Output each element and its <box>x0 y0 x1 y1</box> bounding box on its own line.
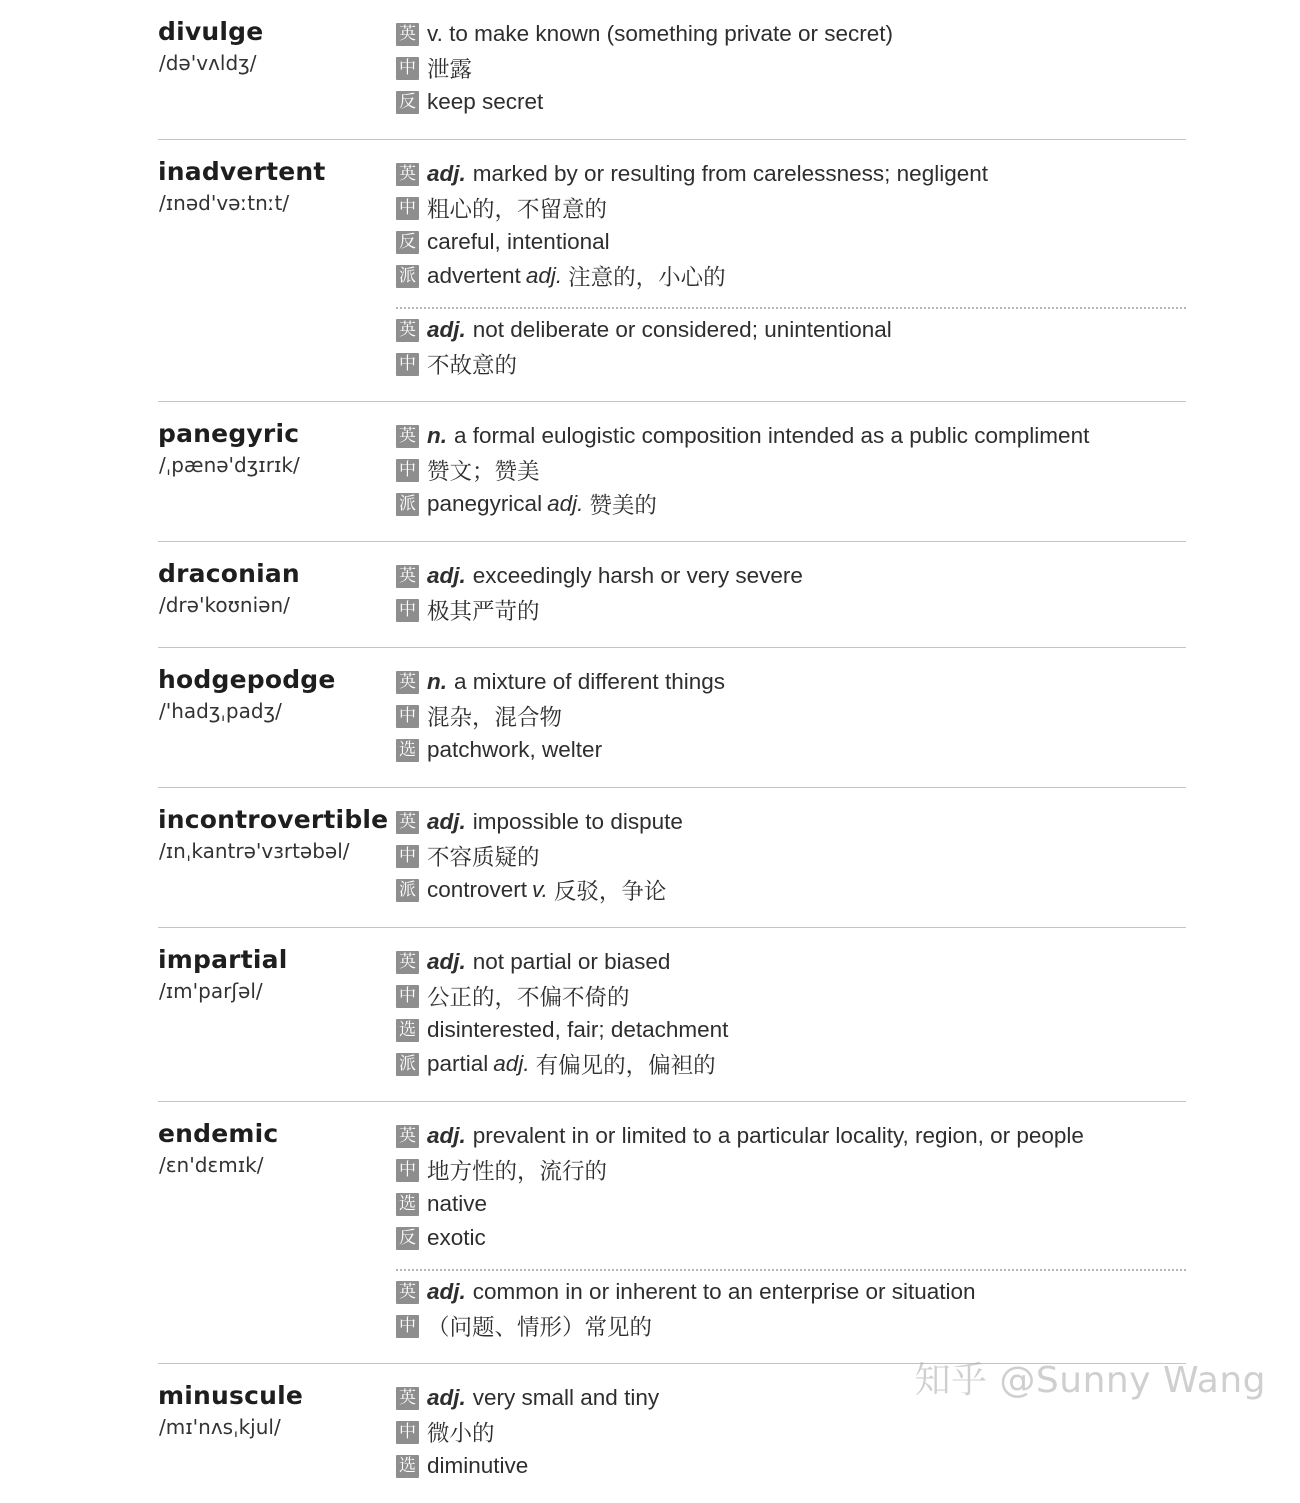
label-badge: 英 <box>396 565 419 588</box>
part-of-speech: n. <box>427 669 447 694</box>
definition-column <box>396 945 1186 1081</box>
headword: incontrovertible <box>158 805 389 834</box>
definition-line <box>396 1449 1186 1483</box>
sense-block <box>396 945 1186 1081</box>
definition-line <box>396 157 1186 191</box>
definition-text: a mixture of different things <box>454 669 725 694</box>
headword: hodgepodge <box>158 665 336 694</box>
definition-text: not deliberate or considered; unintentional <box>472 317 892 342</box>
derived-meaning: 反驳，争论 <box>553 879 667 904</box>
part-of-speech: adj. <box>427 1279 466 1304</box>
definition-line <box>396 979 1186 1013</box>
definition-line <box>396 1221 1186 1255</box>
definition-line <box>396 873 1186 907</box>
definition-text: marked by or resulting from carelessness; negligent <box>472 161 989 186</box>
definition-line <box>396 805 1186 839</box>
definition-column <box>396 17 1186 119</box>
definition-line <box>396 559 1186 593</box>
definition-text: 混杂，混合物 <box>427 705 563 730</box>
label-badge: 反 <box>396 91 419 114</box>
headword-column <box>158 559 396 627</box>
definition-column <box>396 419 1186 521</box>
definition-text: 地方性的，流行的 <box>427 1159 608 1184</box>
headword-column <box>158 805 396 907</box>
definition-text: 公正的，不偏不倚的 <box>427 985 630 1010</box>
label-badge: 中 <box>396 1315 419 1338</box>
sense-block <box>396 17 1186 119</box>
label-badge: 中 <box>396 705 419 728</box>
entry-inadvertent <box>158 140 1186 402</box>
label-badge: 中 <box>396 459 419 482</box>
definition-line <box>396 259 1186 293</box>
phonetic: /ɛn'dɛmɪk/ <box>159 1153 264 1177</box>
sense-block <box>396 665 1186 767</box>
derived-part-of-speech: adj. <box>525 263 563 288</box>
label-badge: 派 <box>396 879 419 902</box>
entry-hodgepodge <box>158 648 1186 788</box>
definition-line <box>396 85 1186 119</box>
definition-line <box>396 313 1186 347</box>
definition-text: 不故意的 <box>427 353 518 378</box>
definition-text: exceedingly harsh or very severe <box>472 563 803 588</box>
definition-line <box>396 1187 1186 1221</box>
label-badge: 英 <box>396 1387 419 1410</box>
definition-text: controvert <box>427 877 528 902</box>
label-badge: 英 <box>396 811 419 834</box>
definition-line <box>396 225 1186 259</box>
definition-line <box>396 487 1186 521</box>
definition-text: advertent <box>427 263 521 288</box>
definition-column <box>396 157 1186 381</box>
phonetic: /'hadʒˌpadʒ/ <box>159 699 282 723</box>
definition-text: 泄露 <box>427 57 473 82</box>
label-badge: 英 <box>396 319 419 342</box>
headword: impartial <box>158 945 288 974</box>
part-of-speech: adj. <box>427 809 466 834</box>
phonetic: /ɪnəd'vəːtnːt/ <box>159 191 290 215</box>
definition-text: 赞文；赞美 <box>427 459 540 484</box>
headword-column <box>158 17 396 119</box>
phonetic: /mɪ'nʌsˌkjul/ <box>159 1415 281 1439</box>
entry-draconian <box>158 542 1186 648</box>
label-badge: 英 <box>396 951 419 974</box>
label-badge: 反 <box>396 1227 419 1250</box>
label-badge: 英 <box>396 1281 419 1304</box>
definition-line <box>396 419 1186 453</box>
definition-text: disinterested, fair; detachment <box>427 1017 729 1042</box>
definition-text: careful, intentional <box>427 229 610 254</box>
label-badge: 英 <box>396 1125 419 1148</box>
derived-part-of-speech: v. <box>532 877 548 902</box>
definition-text: （问题、情形）常见的 <box>427 1315 653 1340</box>
definition-line <box>396 733 1186 767</box>
label-badge: 英 <box>396 23 419 46</box>
label-badge: 派 <box>396 265 419 288</box>
label-badge: 中 <box>396 985 419 1008</box>
part-of-speech: adj. <box>427 161 466 186</box>
part-of-speech: adj. <box>427 1123 466 1148</box>
definition-text: a formal eulogistic composition intended as a public compliment <box>454 423 1090 448</box>
label-badge: 选 <box>396 1455 419 1478</box>
headword-column <box>158 157 396 381</box>
part-of-speech: adj. <box>427 949 466 974</box>
definition-column <box>396 559 1186 627</box>
definition-text: common in or inherent to an enterprise or situation <box>472 1279 976 1304</box>
label-badge: 英 <box>396 671 419 694</box>
entry-endemic <box>158 1102 1186 1364</box>
definition-text: prevalent in or limited to a particular locality, region, or people <box>472 1123 1084 1148</box>
definition-line <box>396 1415 1186 1449</box>
headword-column <box>158 1119 396 1343</box>
definition-line <box>396 453 1186 487</box>
definition-text: very small and tiny <box>472 1385 660 1410</box>
part-of-speech: adj. <box>427 563 466 588</box>
sense-block <box>396 307 1186 381</box>
headword: draconian <box>158 559 300 588</box>
definition-text: 微小的 <box>427 1421 495 1446</box>
definition-line <box>396 347 1186 381</box>
definition-line <box>396 1119 1186 1153</box>
phonetic: /ˌpænə'dʒɪrɪk/ <box>159 453 300 477</box>
sense-block <box>396 805 1186 907</box>
headword-column <box>158 665 396 767</box>
definition-line <box>396 1309 1186 1343</box>
vocabulary-list <box>158 0 1186 1503</box>
definition-text: panegyrical <box>427 491 543 516</box>
label-badge: 中 <box>396 845 419 868</box>
phonetic: /drə'koʊniən/ <box>159 593 290 617</box>
definition-line <box>396 1013 1186 1047</box>
definition-text: keep secret <box>427 89 544 114</box>
derived-part-of-speech: adj. <box>493 1051 530 1076</box>
definition-line <box>396 945 1186 979</box>
definition-text: partial <box>427 1051 489 1076</box>
label-badge: 中 <box>396 1421 419 1444</box>
definition-line <box>396 665 1186 699</box>
definition-line <box>396 1153 1186 1187</box>
headword-column <box>158 419 396 521</box>
label-badge: 中 <box>396 1159 419 1182</box>
definition-line <box>396 191 1186 225</box>
headword: minuscule <box>158 1381 304 1410</box>
definition-text: not partial or biased <box>472 949 671 974</box>
headword-column <box>158 1381 396 1483</box>
definition-line <box>396 51 1186 85</box>
definition-line <box>396 17 1186 51</box>
definition-line <box>396 593 1186 627</box>
definition-text: impossible to dispute <box>472 809 683 834</box>
headword: divulge <box>158 17 264 46</box>
derived-meaning: 有偏见的，偏袒的 <box>535 1053 716 1078</box>
definition-line <box>396 699 1186 733</box>
entry-divulge <box>158 0 1186 140</box>
definition-text: 粗心的，不留意的 <box>427 197 608 222</box>
headword: panegyric <box>158 419 300 448</box>
part-of-speech: adj. <box>427 317 466 342</box>
headword: inadvertent <box>158 157 326 186</box>
definition-column <box>396 1119 1186 1343</box>
definition-line <box>396 1275 1186 1309</box>
entry-impartial <box>158 928 1186 1102</box>
part-of-speech: adj. <box>427 1385 466 1410</box>
label-badge: 选 <box>396 739 419 762</box>
phonetic: /ɪm'parʃəl/ <box>159 979 263 1003</box>
label-badge: 中 <box>396 599 419 622</box>
label-badge: 选 <box>396 1019 419 1042</box>
sense-block <box>396 1119 1186 1255</box>
label-badge: 中 <box>396 353 419 376</box>
entry-incontrovertible <box>158 788 1186 928</box>
definition-text: patchwork, welter <box>427 737 603 762</box>
definition-column <box>396 805 1186 907</box>
label-badge: 派 <box>396 493 419 516</box>
sense-block <box>396 1269 1186 1343</box>
definition-line <box>396 839 1186 873</box>
derived-meaning: 赞美的 <box>589 493 657 518</box>
derived-meaning: 注意的，小心的 <box>568 265 726 290</box>
label-badge: 英 <box>396 425 419 448</box>
definition-text: exotic <box>427 1225 486 1250</box>
label-badge: 英 <box>396 163 419 186</box>
definition-text: native <box>427 1191 488 1216</box>
definition-text: 极其严苛的 <box>427 599 540 624</box>
headword-column <box>158 945 396 1081</box>
sense-block <box>396 559 1186 627</box>
label-badge: 反 <box>396 231 419 254</box>
watermark: 知乎 @Sunny Wang <box>914 1360 1266 1401</box>
sense-block <box>396 157 1186 293</box>
label-badge: 选 <box>396 1193 419 1216</box>
definition-column <box>396 665 1186 767</box>
definition-line <box>396 1047 1186 1081</box>
phonetic: /ɪnˌkantrə'vɜrtəbəl/ <box>159 839 350 863</box>
definition-text: diminutive <box>427 1453 529 1478</box>
sense-block <box>396 419 1186 521</box>
definition-text: 不容质疑的 <box>427 845 540 870</box>
label-badge: 中 <box>396 57 419 80</box>
derived-part-of-speech: adj. <box>547 491 584 516</box>
label-badge: 派 <box>396 1053 419 1076</box>
phonetic: /də'vʌldʒ/ <box>159 51 257 75</box>
part-of-speech: n. <box>427 423 447 448</box>
headword: endemic <box>158 1119 279 1148</box>
entry-panegyric <box>158 402 1186 542</box>
definition-text: v. to make known (something private or secret) <box>427 21 894 46</box>
label-badge: 中 <box>396 197 419 220</box>
